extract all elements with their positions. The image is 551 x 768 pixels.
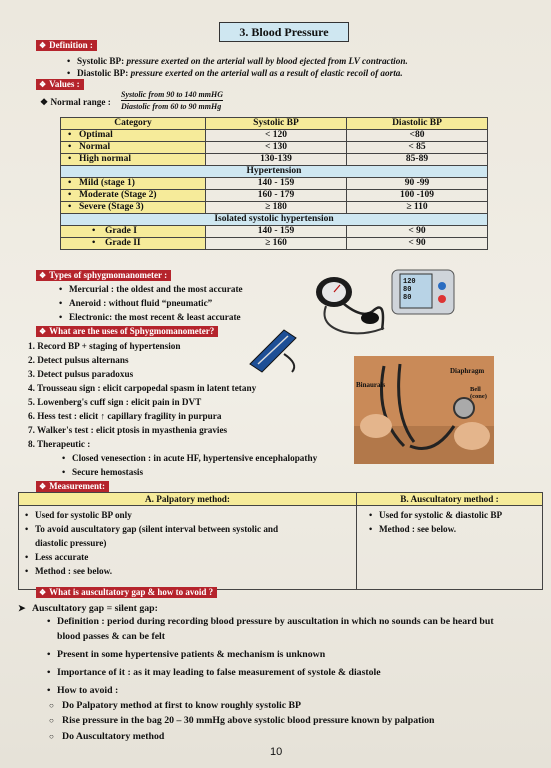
use-item: 1. Record BP + staging of hypertension — [28, 341, 181, 351]
measurement-table — [18, 492, 543, 590]
isolated-hypertension-subheader: Isolated systolic hypertension — [61, 214, 488, 226]
gap-title: ➤ Auscultatory gap = silent gap: — [32, 603, 158, 614]
binaurals-label: Binaurals — [356, 381, 386, 389]
normal-range-label: ❖ Normal range : — [40, 97, 111, 107]
table-row: • High normal 130-139 85-89 — [61, 154, 488, 166]
gap-step: ○ Do Palpatory method at first to know roughly systolic BP — [62, 700, 301, 711]
monitor-reading: 120 80 80 — [403, 278, 416, 302]
measurement-body-row — [19, 506, 543, 590]
use-item: 4. Trousseau sign : elicit carpopedal spasm in latent tetany — [28, 383, 257, 393]
type-item: • Aneroid : without fluid “pneumatic” — [69, 298, 212, 309]
normal-range-systolic: Systolic from 90 to 140 mmHG — [121, 90, 223, 99]
uses-heading: ❖ What are the uses of Sphygmomanometer? — [36, 326, 218, 337]
type-item: • Electronic: the most recent & least accurate — [69, 312, 241, 323]
star-icon: ❖ — [39, 482, 47, 491]
table-row: • Severe (Stage 3) ≥ 180 ≥ 110 — [61, 202, 488, 214]
header-category: Category — [61, 118, 206, 130]
gap-importance: • Importance of it : as it may leading to false measurement of systole & diastole — [57, 667, 381, 678]
use-item: 6. Hess test : elicit ↑ capillary fragility in purpura — [28, 411, 222, 421]
use-item: 3. Detect pulsus paradoxus — [28, 369, 134, 379]
table-header-row — [61, 118, 488, 130]
use-item: 5. Lowenberg's cuff sign : elicit pain in DVT — [28, 397, 202, 407]
diaphragm-label: Diaphragm — [450, 367, 485, 375]
measurement-heading: ❖ Measurement: — [36, 481, 109, 492]
systolic-definition: • Systolic BP: pressure exerted on the arterial wall by blood ejected from LV contraction. — [77, 56, 408, 67]
aneroid-sphygmomanometer-image — [304, 270, 394, 338]
page-number: 10 — [270, 746, 283, 758]
definition-heading: ❖ Definition : — [36, 40, 97, 51]
palpatory-header: A. Palpatory method: — [19, 493, 357, 506]
gap-step: ○ Rise pressure in the bag 20 – 30 mmHg above systolic blood pressure known by palpation — [62, 715, 434, 726]
measurement-header-row — [19, 493, 543, 506]
auscultatory-header: B. Auscultatory method : — [357, 493, 543, 506]
gap-step: ○ Do Auscultatory method — [62, 731, 164, 742]
star-icon: ❖ — [39, 41, 47, 50]
star-icon: ❖ — [39, 327, 47, 336]
diamond-bullet-icon: ❖ — [40, 97, 49, 107]
gap-present: • Present in some hypertensive patients & mechanism is unknown — [57, 649, 325, 660]
page-title: 3. Blood Pressure — [219, 22, 349, 42]
gap-how: • How to avoid : — [57, 685, 118, 696]
types-heading: ❖ Types of sphygmomanometer : — [36, 270, 171, 281]
therapeutic-item: • Secure hemostasis — [72, 467, 143, 478]
gap-definition-cont: blood passes & can be felt — [57, 631, 166, 642]
header-diastolic: Diastolic BP — [347, 118, 488, 130]
header-systolic: Systolic BP — [206, 118, 347, 130]
auscultatory-cell: • Used for systolic & diastolic BP • Method : see below. — [357, 506, 543, 590]
gap-definition: • Definition : period during recording blood pressure by auscultation in which no sounds can be heard but — [57, 616, 494, 628]
star-icon: ❖ — [39, 80, 47, 89]
hypertension-subheader: Hypertension — [61, 166, 488, 178]
table-row: • Moderate (Stage 2) 160 - 179 100 -109 — [61, 190, 488, 202]
use-item: 8. Therapeutic : — [28, 439, 91, 449]
table-row: • Mild (stage 1) 140 - 159 90 -99 — [61, 178, 488, 190]
palpatory-cell: • Used for systolic BP only • To avoid auscultatory gap (silent interval between systolic and diastolic pressure) • Less accurate • Method : see below. — [19, 506, 357, 590]
diastolic-definition: • Diastolic BP: pressure exerted on the arterial wall as a result of elastic recoil of aorta. — [77, 68, 403, 79]
star-icon: ❖ — [39, 588, 47, 597]
table-row: • Grade I 140 - 159 < 90 — [61, 226, 488, 238]
therapeutic-item: • Closed venesection : in acute HF, hypertensive encephalopathy — [72, 453, 317, 464]
electronic-monitor-image — [390, 266, 460, 318]
star-icon: ❖ — [39, 271, 47, 280]
table-row: • Grade II ≥ 160 < 90 — [61, 238, 488, 250]
bp-category-table — [60, 117, 488, 250]
bell-label: Bell (cone) — [470, 386, 487, 400]
values-heading: ❖ Values : — [36, 79, 84, 90]
use-item: 2. Detect pulsus alternans — [28, 355, 129, 365]
type-item: • Mercurial : the oldest and the most accurate — [69, 284, 243, 295]
mercurial-sphygmomanometer-image — [244, 324, 306, 374]
normal-range-diastolic: Diastolic from 60 to 90 mmHg — [121, 102, 222, 111]
table-row: • Optimal < 120 <80 — [61, 130, 488, 142]
table-row: • Normal < 130 < 85 — [61, 142, 488, 154]
use-item: 7. Walker's test : elicit ptosis in myasthenia gravies — [28, 425, 228, 435]
gap-heading: ❖ What is auscultatory gap & how to avoid ? — [36, 587, 217, 598]
